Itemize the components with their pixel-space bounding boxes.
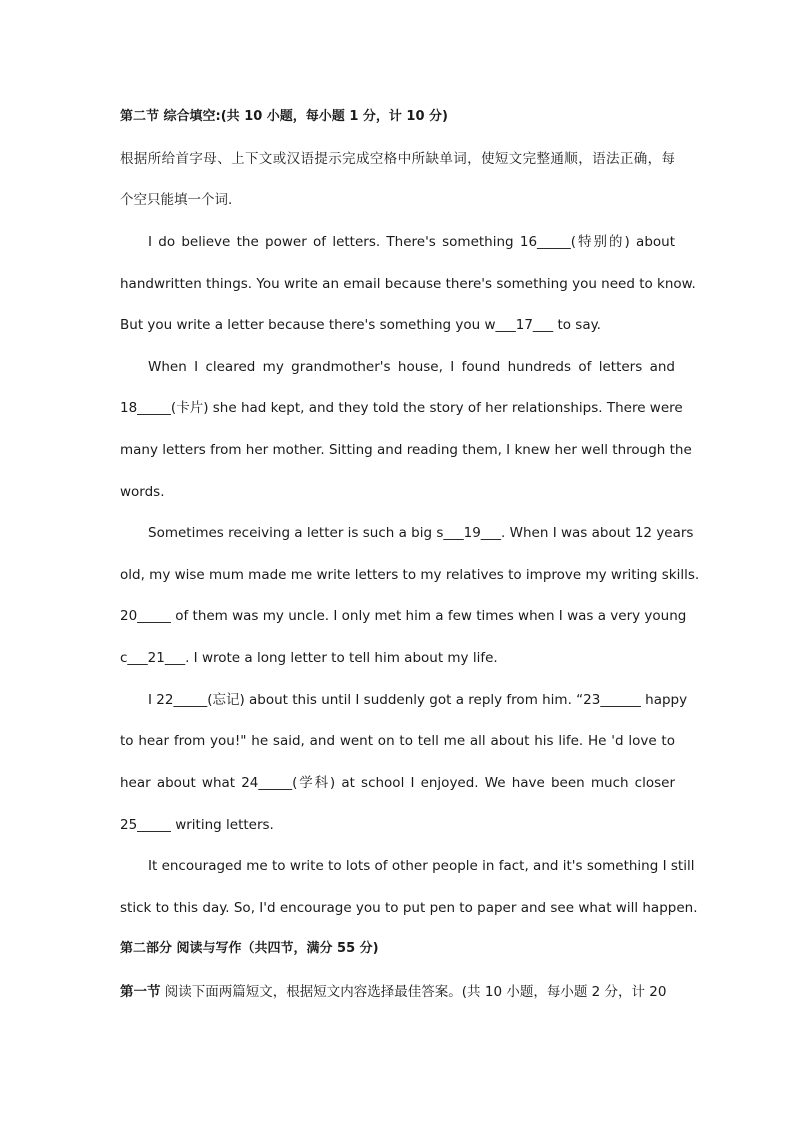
passage-p4-line-3: hear about what 24_____(学科) at school I enjoyed. We have been much closer (120, 775, 675, 791)
instructions-line-1: 根据所给首字母、上下文或汉语提示完成空格中所缺单词，使短文完整通顺，语法正确，每 (120, 151, 675, 167)
passage-p2-line-1: When I cleared my grandmother's house, I found hundreds of letters and (148, 359, 675, 375)
passage-p3-line-3: 20_____ of them was my uncle. I only met him a few times when I was a very young (120, 608, 687, 624)
passage-p1-line-1: I do believe the power of letters. There's something 16_____(特别的) about (148, 234, 675, 250)
passage-p3-line-2: old, my wise mum made me write letters to my relatives to improve my writing skills. (120, 567, 700, 583)
section-title: 第二节 综合填空:(共 10 小题，每小题 1 分，计 10 分) (120, 109, 448, 124)
passage-p4-line-1: I 22_____(忘记) about this until I suddenly got a reply from him. “23______ happy (148, 692, 688, 708)
passage-p5-line-2: stick to this day. So, I'd encourage you to put pen to paper and see what will happen. (120, 900, 698, 916)
passage-p4-line-4: 25_____ writing letters. (120, 817, 274, 833)
passage-p5-line-1: It encouraged me to write to lots of other people in fact, and it's something I still (148, 858, 695, 874)
part2-section1-line (120, 982, 675, 1002)
passage-p3-line-4: c___21___. I wrote a long letter to tell him about my life. (120, 650, 498, 666)
part2-section1-text: 阅读下面两篇短文，根据短文内容选择最佳答案。(共 10 小题，每小题 2 分，计 20 (160, 984, 667, 1000)
part2-section1-label: 第一节 (120, 984, 161, 1000)
passage-p1-line-3: But you write a letter because there's something you w___17___ to say. (120, 317, 601, 333)
passage-p3-line-1: Sometimes receiving a letter is such a big s___19___. When I was about 12 years (148, 525, 694, 541)
part2-title: 第二部分 阅读与写作（共四节，满分 55 分) (120, 941, 379, 956)
passage-p2-line-2: 18_____(卡片) she had kept, and they told the story of her relationships. There were (120, 400, 683, 416)
passage-p1-line-2: handwritten things. You write an email because there's something you need to know. (120, 276, 696, 292)
passage-p4-line-2: to hear from you!" he said, and went on to tell me all about his life. He 'd love to (120, 733, 675, 749)
passage-p2-line-3: many letters from her mother. Sitting and reading them, I knew her well through the (120, 442, 692, 458)
passage-p2-line-4: words. (120, 484, 165, 500)
instructions-line-2: 个空只能填一个词. (120, 192, 233, 208)
